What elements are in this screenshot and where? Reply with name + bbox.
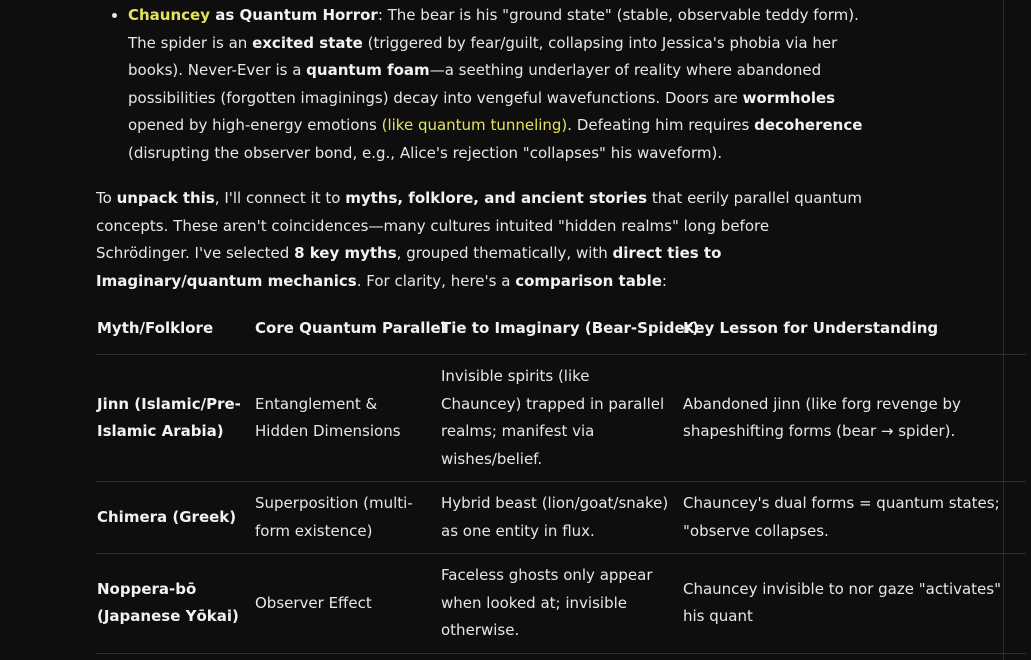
bold-text: 8 key myths — [294, 244, 397, 262]
table-header-row — [96, 311, 1026, 355]
bold-text: unpack this — [116, 189, 215, 207]
highlight-text: (like quantum tunneling) — [381, 116, 568, 134]
text: To — [96, 189, 117, 207]
bold-text: comparison table — [515, 271, 662, 290]
table-row — [96, 482, 1026, 554]
comparison-table — [96, 311, 1026, 654]
chat-message — [96, 2, 1002, 654]
text: , I'll connect it to — [214, 189, 346, 207]
bold-text: myths, folklore, and ancient stories — [345, 189, 648, 207]
comparison-table-container[interactable] — [96, 311, 1002, 654]
cell-lesson: Chauncey invisible to nor gaze "activates" his quant — [682, 554, 1026, 654]
header-myth: Myth/Folklore — [96, 311, 254, 355]
bold-text: decoherence — [754, 116, 863, 134]
header-lesson: Key Lesson for Understanding — [682, 311, 1026, 355]
text: (triggered by fear/guilt, collapsing into Jessica's phobia via her books). Never-Ever is a — [128, 33, 838, 79]
header-parallel: Core Quantum Parallel — [254, 311, 440, 355]
bold-text: wormholes — [742, 88, 836, 107]
text: . Defeating him requires — [567, 116, 755, 134]
text: . For clarity, here's a — [356, 271, 516, 290]
text: , grouped thematically, with — [396, 244, 613, 262]
text: that eerily parallel quantum concepts. These aren't coincidences—many cultures intuited "hidden realms" long before Schrödinger. I've selected — [96, 189, 862, 262]
text: : — [661, 271, 667, 290]
cell-myth: Noppera-bō (Japanese Yōkai) — [96, 554, 254, 654]
list-item — [96, 2, 864, 167]
cell-lesson: Abandoned jinn (like forg revenge by shapeshifting forms (bear → spider). — [682, 355, 1026, 482]
cell-parallel: Entanglement & Hidden Dimensions — [254, 355, 440, 482]
text: opened by high-energy emotions — [128, 116, 382, 134]
cell-myth: Chimera (Greek) — [96, 482, 254, 554]
bold-text: direct ties to Imaginary/quantum mechanics — [96, 244, 722, 290]
cell-parallel: Superposition (multi-form existence) — [254, 482, 440, 554]
intro-paragraph — [96, 185, 864, 295]
table-row — [96, 554, 1026, 654]
text: : The bear is his "ground state" (stable, observable teddy form). The spider is an — [128, 6, 859, 52]
bold-text: excited state — [252, 33, 363, 52]
bullet-list — [96, 2, 864, 167]
cell-tie: Hybrid beast (lion/goat/snake) as one entity in flux. — [440, 482, 682, 554]
highlight-chauncey: Chauncey — [128, 6, 211, 24]
cell-parallel: Observer Effect — [254, 554, 440, 654]
text: (disrupting the observer bond, e.g., Alice's rejection "collapses" his waveform). — [128, 143, 723, 162]
bold-text: quantum foam — [306, 61, 430, 79]
text: —a seething underlayer of reality where abandoned possibilities (forgotten imaginings) decay into vengeful wavefunctions. Doors are — [128, 61, 822, 107]
cell-tie: Faceless ghosts only appear when looked at; invisible otherwise. — [440, 554, 682, 654]
header-tie: Tie to Imaginary (Bear-Spider) — [440, 311, 682, 355]
cell-myth: Jinn (Islamic/Pre-Islamic Arabia) — [96, 355, 254, 482]
table-row — [96, 355, 1026, 482]
cell-tie: Invisible spirits (like Chauncey) trapped in parallel realms; manifest via wishes/belief. — [440, 355, 682, 482]
bold-text: as Quantum Horror — [210, 6, 378, 24]
cell-lesson: Chauncey's dual forms = quantum states; "observe collapses. — [682, 482, 1026, 554]
